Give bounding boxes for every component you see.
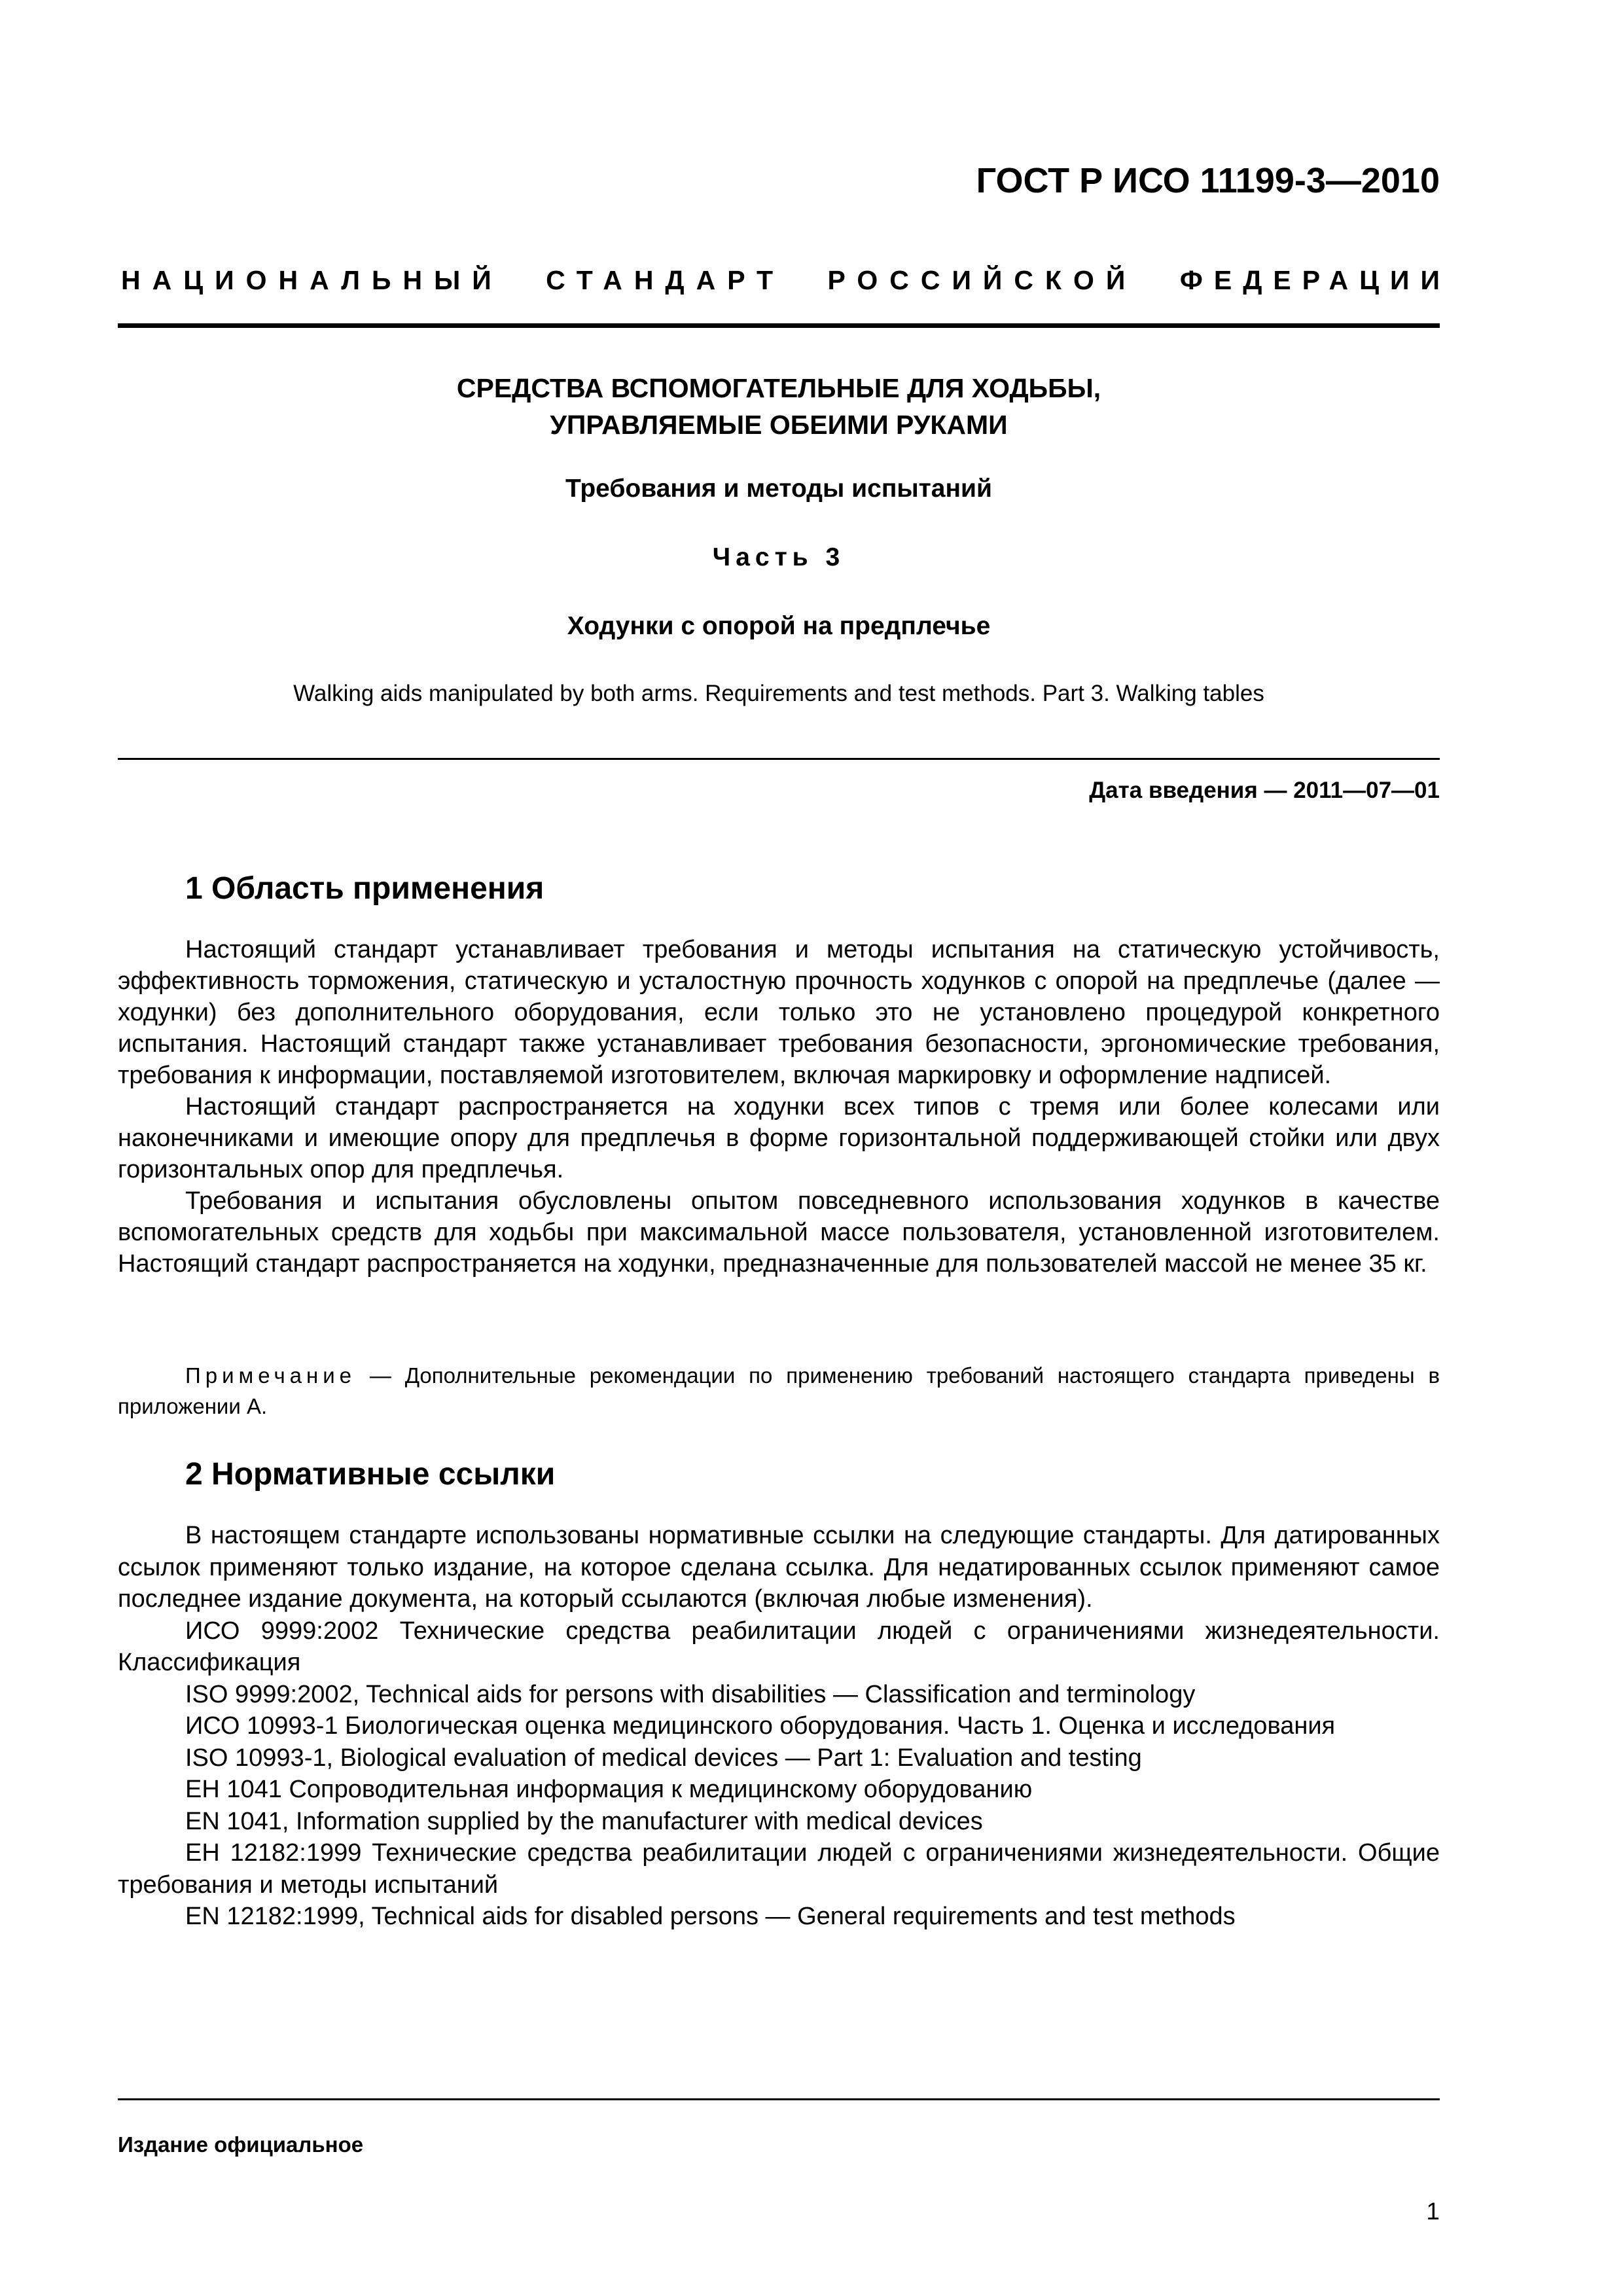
title-divider: [118, 758, 1440, 760]
national-standard-heading: [121, 265, 1451, 296]
title-line: СРЕДСТВА ВСПОМОГАТЕЛЬНЫЕ ДЛЯ ХОДЬБЫ,: [456, 373, 1101, 403]
section-2-heading: 2 Нормативные ссылки: [185, 1457, 556, 1492]
document-code: ГОСТ Р ИСО 11199-3—2010: [976, 161, 1440, 200]
note-label: Примечание: [185, 1363, 357, 1388]
paragraph: Настоящий стандарт устанавливает требования и методы испытания на статическую устойчивость, эффективность торможения, статическую и усталостную прочность ходунков с опорой на предплечье (далее — ходунки) без дополнительного оборудования, если только это не установлено процедурой конкретного испытания. Настоящий стандарт также устанавливает требования безопасности, эргономические требования, требования к информации, поставляемой изготовителем, включая маркировку и оформление надписей.: [118, 936, 1440, 1089]
english-title: Walking aids manipulated by both arms. Requirements and test methods. Part 3. Walking tables: [293, 681, 1264, 706]
reference-item: EN 1041, Information supplied by the manufacturer with medical devices: [185, 1807, 983, 1835]
reference-item: ЕН 12182:1999 Технические средства реабилитации людей с ограничениями жизнедеятельности. Общие требования и методы испытаний: [118, 1839, 1440, 1899]
footer-divider: [118, 2098, 1440, 2100]
title-line: УПРАВЛЯЕМЫЕ ОБЕИМИ РУКАМИ: [550, 410, 1008, 440]
reference-item: EN 12182:1999, Technical aids for disabled persons — General requirements and test methods: [185, 1903, 1236, 1930]
header-divider: [118, 323, 1440, 328]
document-part-name: Ходунки с опорой на предплечье: [567, 612, 991, 640]
reference-item: ЕН 1041 Сопроводительная информация к медицинскому оборудованию: [185, 1776, 1033, 1803]
normative-references: [118, 1520, 1440, 1933]
paragraph: Требования и испытания обусловлены опытом повседневного использования ходунков в качестве вспомогательных средств для ходьбы при максимальной массе пользователя, установленной изготовителем. Настоящий стандарт распространяется на ходунки, предназначенные для пользователей массой не менее 35 кг.: [118, 1187, 1440, 1278]
introduction-date: Дата введения — 2011—07—01: [1089, 778, 1440, 803]
reference-item: ISO 10993-1, Biological evaluation of medical devices — Part 1: Evaluation and testing: [185, 1744, 1142, 1772]
national-word: ФЕДЕРАЦИИ: [1179, 265, 1451, 295]
document-subtitle: Требования и методы испытаний: [565, 475, 992, 503]
section-1-note: [118, 1360, 1440, 1422]
document-title: [118, 370, 1440, 443]
document-part: Часть 3: [712, 543, 846, 571]
page-number: 1: [1426, 2198, 1440, 2225]
reference-item: ISO 9999:2002, Technical aids for persons with disabilities — Classification and terminology: [185, 1680, 1196, 1708]
national-word: НАЦИОНАЛЬНЫЙ: [121, 265, 503, 295]
national-word: СТАНДАРТ: [546, 265, 785, 295]
reference-item: ИСО 9999:2002 Технические средства реабилитации людей с ограничениями жизнедеятельности. Классификация: [118, 1617, 1440, 1676]
official-edition-label: Издание официальное: [118, 2132, 364, 2157]
section-1-body: [118, 934, 1440, 1280]
paragraph: Настоящий стандарт распространяется на ходунки всех типов с тремя или более колесами или наконечниками и имеющие опору для предплечья в форме горизонтальной поддерживающей стойки или двух горизонтальных опор для предплечья.: [118, 1093, 1440, 1183]
note-text: — Дополнительные рекомендации по применению требований настоящего стандарта приведены в приложении А.: [118, 1363, 1440, 1418]
reference-item: ИСО 10993-1 Биологическая оценка медицинского оборудования. Часть 1. Оценка и исследования: [185, 1712, 1336, 1740]
section-1-heading: 1 Область применения: [185, 871, 544, 906]
reference-item: В настоящем стандарте использованы нормативные ссылки на следующие стандарты. Для датированных ссылок применяют только издание, на которое сделана ссылка. Для недатированных ссылок применяют самое последнее издание документа, на который ссылаются (включая любые изменения).: [118, 1522, 1440, 1613]
national-word: РОССИЙСКОЙ: [827, 265, 1137, 295]
